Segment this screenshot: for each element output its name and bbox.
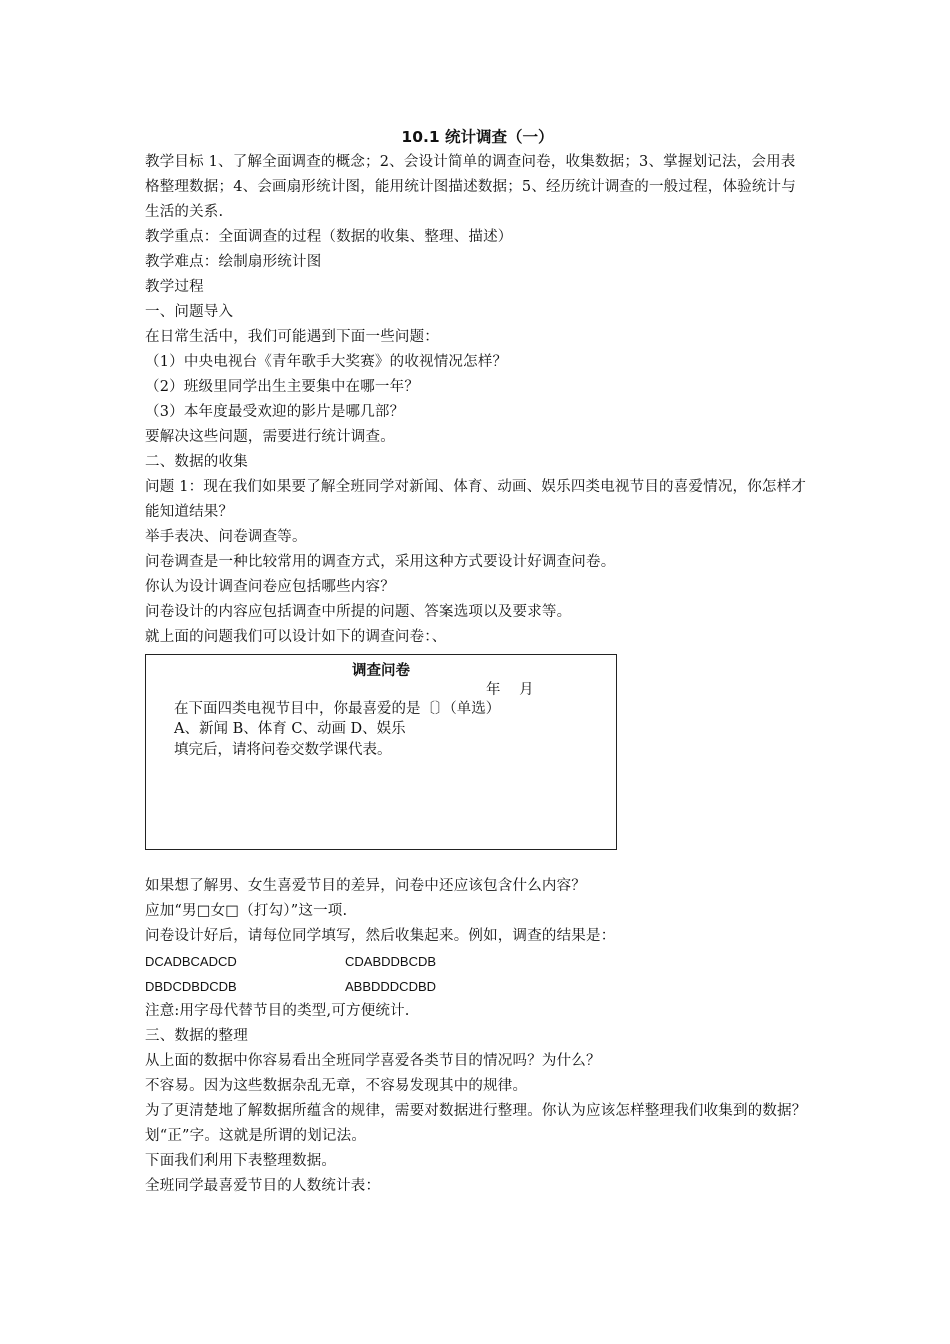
- table-caption: 全班同学最喜爱节目的人数统计表：: [145, 1178, 381, 1194]
- survey-date: 年 月: [486, 682, 534, 698]
- document-page: [145, 124, 810, 1199]
- teaching-difficulty: 教学难点：绘制扇形统计图: [145, 254, 322, 270]
- survey-results-intro: 问卷设计好后，请每位同学填写，然后收集起来。例如，调查的结果是：: [145, 928, 616, 944]
- results-code: CDABDDBCDB: [345, 954, 437, 969]
- section-1-heading: 一、问题导入: [145, 304, 234, 320]
- survey-box: [145, 654, 617, 850]
- problem-1: 问题 1：现在我们如果要了解全班同学对新闻、体育、动画、娱乐四类电视节目的喜爱情况，你怎样才能知道结果？: [145, 479, 807, 520]
- tally-method: 划“正”字。这就是所谓的划记法。: [145, 1128, 367, 1144]
- results-code: ABBDDDCDBD: [345, 979, 437, 994]
- answer-methods: 举手表决、问卷调查等。: [145, 529, 307, 545]
- section-1-intro: 在日常生活中，我们可能遇到下面一些问题：: [145, 329, 439, 345]
- survey-options: A、新闻 B、体育 C、动画 D、娱乐: [174, 721, 406, 737]
- questionnaire-lead: 就上面的问题我们可以设计如下的调查问卷：、: [145, 629, 447, 645]
- section-1-question-2: （2）班级里同学出生主要集中在哪一年？: [145, 379, 420, 395]
- section-3-heading: 三、数据的整理: [145, 1028, 248, 1044]
- survey-instruction: 填完后，请将问卷交数学课代表。: [174, 742, 392, 758]
- letter-note: 注意:用字母代替节目的类型,可方便统计.: [145, 1003, 410, 1019]
- section-1-question-3: （3）本年度最受欢迎的影片是哪几部？: [145, 404, 405, 420]
- table-intro: 下面我们利用下表整理数据。: [145, 1153, 337, 1169]
- questionnaire-contents: 问卷设计的内容应包括调查中所提的问题、答案选项以及要求等。: [145, 604, 572, 620]
- section-3-question: 从上面的数据中你容易看出全班同学喜爱各类节目的情况吗？为什么？: [145, 1053, 601, 1069]
- document-title: 10.1 统计调查（一）: [401, 128, 554, 146]
- teaching-objectives: 教学目标 1、了解全面调查的概念；2、会设计简单的调查问卷，收集数据；3、掌握划记法，会用表格整理数据；4、会画扇形统计图，能用统计图描述数据；5、经历统计调查的一般过程，体验统计与生活的关系.: [145, 154, 796, 220]
- teaching-process-heading: 教学过程: [145, 279, 204, 295]
- gender-answer: 应加“男□女□（打勾）”这一项.: [145, 903, 348, 919]
- section-3-answer: 不容易。因为这些数据杂乱无章，不容易发现其中的规律。: [145, 1078, 528, 1094]
- gender-question: 如果想了解男、女生喜爱节目的差异，问卷中还应该包含什么内容？: [145, 878, 586, 894]
- results-row-1: [145, 949, 810, 974]
- questionnaire-description: 问卷调查是一种比较常用的调查方式，采用这种方式要设计好调查问卷。: [145, 554, 616, 570]
- results-code: DBDCDBDCDB: [145, 979, 237, 994]
- section-2-heading: 二、数据的收集: [145, 454, 248, 470]
- teaching-focus: 教学重点：全面调查的过程（数据的收集、整理、描述）: [145, 229, 513, 245]
- section-1-conclusion: 要解决这些问题，需要进行统计调查。: [145, 429, 395, 445]
- survey-title: 调查问卷: [352, 663, 410, 679]
- section-3-organize: 为了更清楚地了解数据所蕴含的规律，需要对数据进行整理。你认为应该怎样整理我们收集到的数据？: [145, 1103, 807, 1119]
- results-code: DCADBCADCD: [145, 954, 237, 969]
- section-1-question-1: （1）中央电视台《青年歌手大奖赛》的收视情况怎样？: [145, 354, 508, 370]
- survey-question: 在下面四类电视节目中，你最喜爱的是〔〕（单选）: [174, 701, 501, 717]
- results-row-2: [145, 974, 810, 999]
- questionnaire-question: 你认为设计调查问卷应包括哪些内容？: [145, 579, 395, 595]
